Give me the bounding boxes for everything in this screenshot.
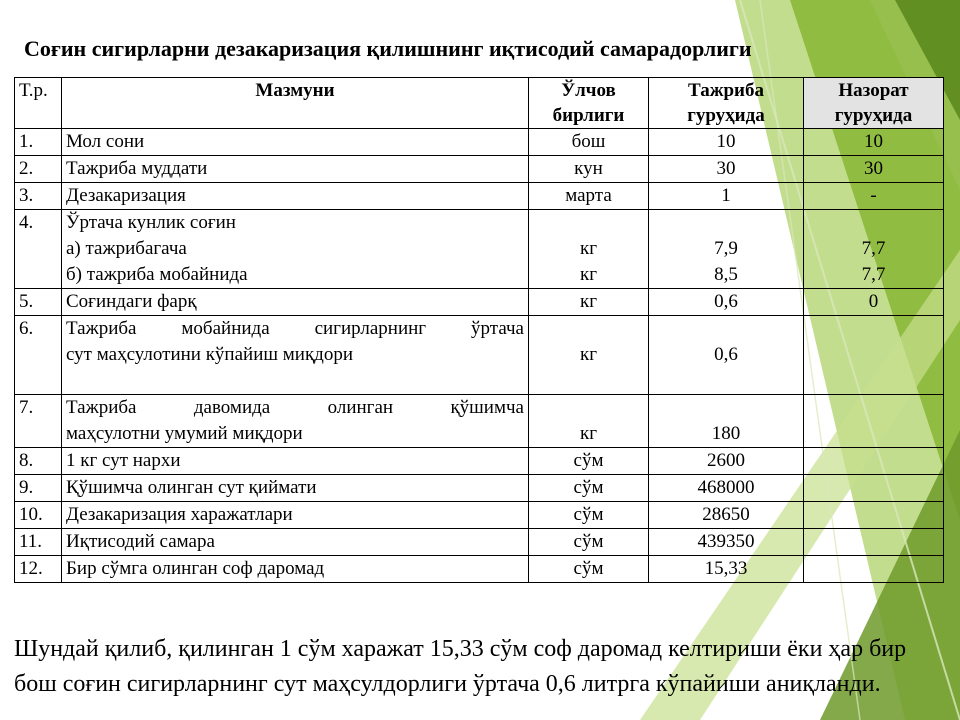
row-number: 2. [15, 156, 62, 183]
row-unit: марта [529, 183, 649, 210]
row-ctrl-b: 7,7 [861, 264, 886, 285]
row-content: Дезакаризация [62, 183, 529, 210]
row-number: 10. [15, 502, 62, 529]
row-content-main: Ўртача кунлик соғин [66, 212, 236, 233]
row-unit: кун [529, 156, 649, 183]
row-ctrl-a: 7,7 [861, 238, 886, 259]
table-row [15, 556, 944, 583]
row-unit-value: кг [579, 423, 598, 444]
header-unit [529, 78, 649, 129]
row-control-value: 0 [804, 289, 944, 316]
row-control-value [804, 502, 944, 529]
header-unit-line1: Ўлчов [561, 80, 616, 101]
row-unit [529, 395, 649, 448]
header-unit-line2: бирлиги [552, 105, 625, 126]
row-unit: сўм [529, 502, 649, 529]
page-title: Соғин сигирларни дезакаризация қилишнинг иқтисодий самарадорлиги [24, 36, 752, 61]
header-ctrl-line2: гуруҳида [834, 105, 913, 126]
row-exp-b: 8,5 [714, 264, 738, 285]
row-experiment-value: 468000 [649, 475, 804, 502]
row-content-line2: сут маҳсулотини кўпайиш миқдори [66, 344, 354, 365]
row-experiment-value: 15,33 [649, 556, 804, 583]
row-number: 1. [15, 129, 62, 156]
table-row [15, 129, 944, 156]
row-experiment-value: 1 [649, 183, 804, 210]
table-header-row [15, 78, 944, 129]
row-content-sub-b: б) тажриба мобайнида [66, 264, 248, 285]
row-content-line1: Тажриба мобайнида сигирларнинг ўртача [66, 318, 524, 339]
row-exp-a: 7,9 [714, 238, 738, 259]
table-row [15, 316, 944, 395]
row-experiment-value: 2600 [649, 448, 804, 475]
row-unit: кг [529, 289, 649, 316]
table-row [15, 210, 944, 289]
row-control-value [804, 316, 944, 395]
row-control-value [804, 395, 944, 448]
table-row [15, 156, 944, 183]
table-row [15, 183, 944, 210]
row-content-line1: Тажриба давомида олинган қўшимча [66, 397, 524, 418]
header-num: Т.р. [15, 78, 62, 129]
row-experiment-value: 28650 [649, 502, 804, 529]
row-control-value [804, 556, 944, 583]
row-experiment-value: 30 [649, 156, 804, 183]
table-row [15, 448, 944, 475]
table-row [15, 529, 944, 556]
row-experiment-value [649, 316, 804, 395]
row-exp-value: 0,6 [714, 344, 738, 365]
row-content: Дезакаризация харажатлари [62, 502, 529, 529]
row-content: Иқтисодий самара [62, 529, 529, 556]
row-number: 5. [15, 289, 62, 316]
row-unit-a: кг [579, 238, 598, 259]
row-content: Тажриба муддати [62, 156, 529, 183]
row-content: Бир сўмга олинган соф даромад [62, 556, 529, 583]
data-table [14, 77, 944, 583]
row-control-value [804, 448, 944, 475]
conclusion-text: Шундай қилиб, қилинган 1 сўм харажат 15,33 сўм соф даромад келтириши ёки ҳар бир бош соғин сигирларнинг сут маҳсулдорлиги ўртача 0,6 литрга кўпайиши аниқланди. [14, 636, 907, 697]
row-number: 11. [15, 529, 62, 556]
row-experiment-value: 0,6 [649, 289, 804, 316]
table-row [15, 395, 944, 448]
row-exp-value: 180 [711, 423, 741, 444]
row-number: 7. [15, 395, 62, 448]
row-content-line2: маҳсулотни умумий миқдори [66, 423, 303, 444]
row-content-sub-a: а) тажрибагача [66, 238, 187, 259]
header-ctrl-line1: Назорат [838, 80, 909, 101]
row-number: 4. [15, 210, 62, 289]
header-exp-line2: гуруҳида [687, 105, 765, 126]
row-control-value: 10 [804, 129, 944, 156]
row-content [62, 316, 529, 395]
row-experiment-value: 10 [649, 129, 804, 156]
row-control-value [804, 529, 944, 556]
row-content: 1 кг сут нархи [62, 448, 529, 475]
table-row [15, 475, 944, 502]
row-unit: сўм [529, 448, 649, 475]
row-number: 9. [15, 475, 62, 502]
row-unit: сўм [529, 475, 649, 502]
row-control-value [804, 210, 944, 289]
row-unit: сўм [529, 556, 649, 583]
header-content: Мазмуни [62, 78, 529, 129]
header-exp-line1: Тажриба [688, 80, 764, 101]
row-content: Соғиндаги фарқ [62, 289, 529, 316]
header-experiment [649, 78, 804, 129]
row-experiment-value: 439350 [649, 529, 804, 556]
table-row [15, 289, 944, 316]
row-unit-b: кг [579, 264, 598, 285]
row-content: Мол сони [62, 129, 529, 156]
row-number: 8. [15, 448, 62, 475]
row-unit: сўм [529, 529, 649, 556]
row-unit [529, 210, 649, 289]
row-unit-value: кг [579, 344, 598, 365]
row-experiment-value [649, 210, 804, 289]
header-control [804, 78, 944, 129]
row-unit: бош [529, 129, 649, 156]
row-number: 3. [15, 183, 62, 210]
row-unit [529, 316, 649, 395]
row-number: 6. [15, 316, 62, 395]
row-content: Қўшимча олинган сут қиймати [62, 475, 529, 502]
row-number: 12. [15, 556, 62, 583]
row-content [62, 210, 529, 289]
row-content [62, 395, 529, 448]
table-row [15, 502, 944, 529]
row-experiment-value [649, 395, 804, 448]
row-control-value: - [804, 183, 944, 210]
row-control-value [804, 475, 944, 502]
row-control-value: 30 [804, 156, 944, 183]
